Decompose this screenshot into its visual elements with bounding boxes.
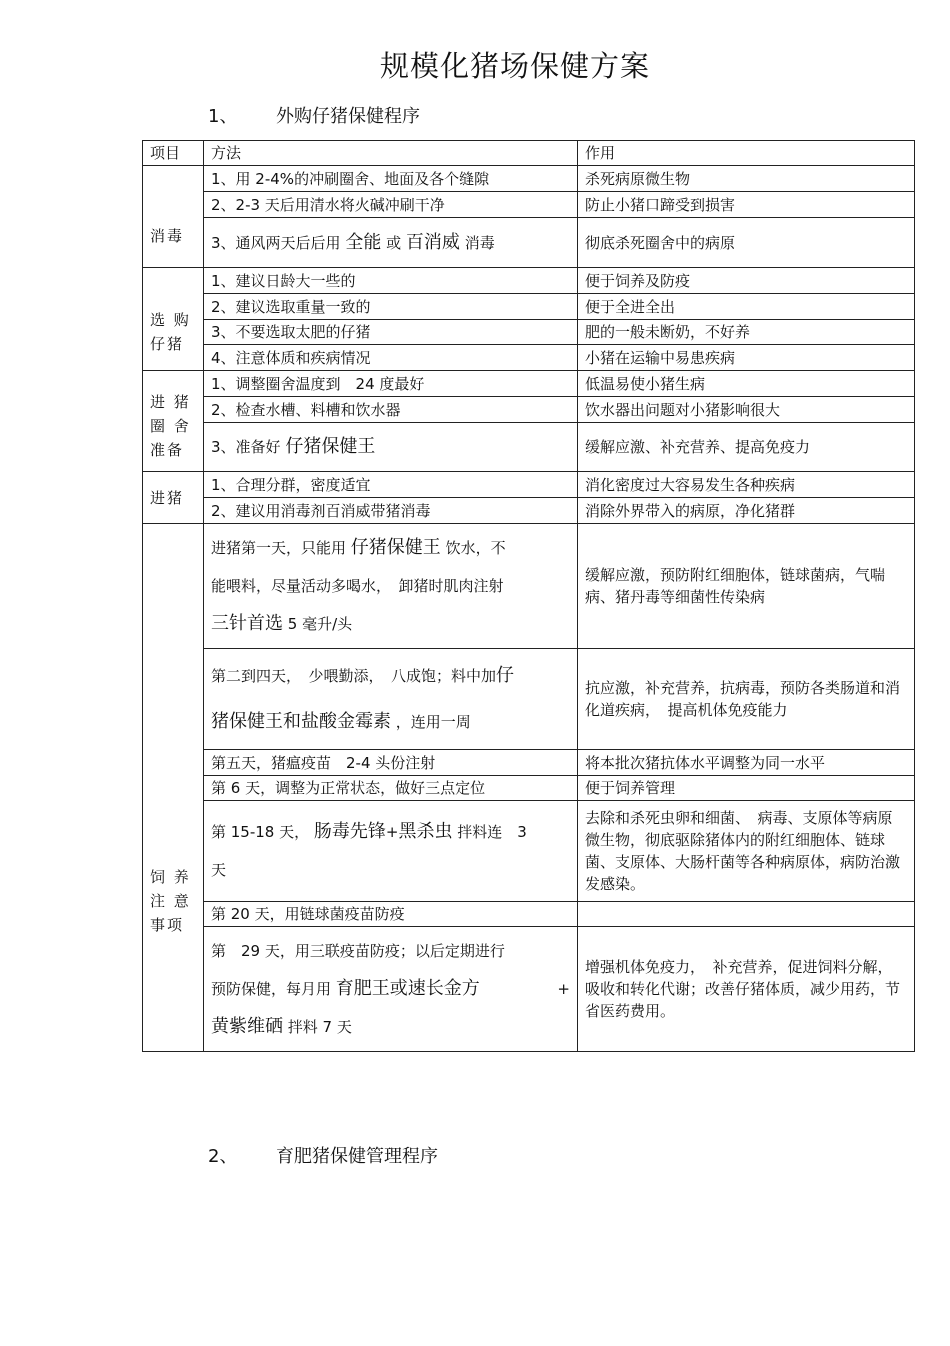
method-line: 天	[211, 861, 227, 879]
product-name: 仔猪保健王	[350, 537, 441, 558]
method-text: 预防保健，每月用	[211, 980, 332, 998]
section-heading-2	[208, 1142, 438, 1168]
table-row	[143, 397, 915, 423]
method-cell	[204, 801, 578, 902]
category-cell: 饲 养 注 意 事项	[143, 524, 204, 1052]
page-title: 规模化猪场保健方案	[379, 49, 650, 83]
method-text: 或	[386, 233, 402, 252]
table-row	[143, 218, 915, 268]
method-text: 第二到四天， 少喂勤添， 八成饱；料中加	[211, 667, 497, 685]
effect-cell: 去除和杀死虫卵和细菌、 病毒、支原体等病原微生物，彻底驱除猪体内的附红细胞体、链球菌、支原体、大肠杆菌等各种病原体，病防治激发感染。	[578, 801, 915, 902]
method-line	[211, 1008, 570, 1046]
method-cell: 2、建议用消毒剂百消威带猪消毒	[204, 498, 578, 524]
method-text: +	[385, 823, 399, 841]
table-row	[143, 166, 915, 192]
effect-cell: 饮水器出问题对小猪影响很大	[578, 397, 915, 423]
method-cell	[204, 649, 578, 750]
section-number: 2、	[208, 1146, 238, 1167]
method-cell: 2、建议选取重量一致的	[204, 294, 578, 320]
method-cell	[204, 423, 578, 472]
method-cell: 1、建议日龄大一些的	[204, 268, 578, 294]
table-row	[143, 294, 915, 320]
table-row	[143, 649, 915, 750]
table-row	[143, 371, 915, 397]
effect-cell: 缓解应激、补充营养、提高免疫力	[578, 423, 915, 472]
effect-cell: 将本批次猪抗体水平调整为同一水平	[578, 750, 915, 776]
effect-cell: 便于饲养管理	[578, 776, 915, 801]
method-text: 进猪第一天，只能用	[211, 539, 347, 557]
effect-cell: 抗应激，补充营养，抗病毒，预防各类肠道和消化道疾病， 提高机体免疫能力	[578, 649, 915, 750]
category-cell: 消毒	[143, 166, 204, 268]
table-row	[143, 801, 915, 902]
table-row	[143, 902, 915, 927]
section-heading-1	[208, 102, 420, 128]
method-line	[211, 699, 570, 745]
section-number: 1、	[208, 106, 238, 127]
header-item: 项目	[143, 141, 204, 166]
method-line: 能喂料，尽量活动多喝水， 卸猪时肌肉注射	[211, 577, 504, 595]
method-line	[211, 529, 570, 567]
section-title: 外购仔猪保健程序	[276, 106, 420, 127]
section-title: 育肥猪保健管理程序	[276, 1146, 438, 1167]
effect-cell: 增强机体免疫力， 补充营养，促进饲料分解，吸收和转化代谢；改善仔猪体质，减少用药，节省医药费用。	[578, 927, 915, 1052]
method-cell: 第 20 天，用链球菌疫苗防疫	[204, 902, 578, 927]
product-name: 三针首选	[211, 613, 283, 634]
method-cell: 1、调整圈舍温度到 24 度最好	[204, 371, 578, 397]
effect-cell: 缓解应激，预防附红细胞体，链球菌病，气喘病、猪丹毒等细菌性传染病	[578, 524, 915, 649]
product-name: 肠毒先锋	[313, 821, 386, 842]
category-cell: 进猪	[143, 472, 204, 524]
effect-cell: 便于饲养及防疫	[578, 268, 915, 294]
method-cell	[204, 927, 578, 1052]
method-text: ，连用一周	[395, 713, 471, 731]
product-name: 仔猪保健王	[285, 436, 376, 457]
product-name: 黑杀虫	[398, 821, 453, 842]
method-text: 饮水，不	[445, 539, 506, 557]
effect-cell: 低温易使小猪生病	[578, 371, 915, 397]
method-cell: 第 6 天，调整为正常状态，做好三点定位	[204, 776, 578, 801]
table-row	[143, 524, 915, 649]
method-text: 3、通风两天后后用	[211, 233, 341, 252]
table-row	[143, 750, 915, 776]
method-cell: 4、注意体质和疾病情况	[204, 345, 578, 371]
effect-cell	[578, 902, 915, 927]
method-line	[211, 970, 570, 1008]
effect-cell: 肥的一般未断奶，不好养	[578, 320, 915, 345]
method-text: 拌料 7 天	[287, 1018, 352, 1036]
header-method: 方法	[204, 141, 578, 166]
method-cell: 2、2-3 天后用清水将火碱冲刷干净	[204, 192, 578, 218]
table-row	[143, 423, 915, 472]
health-plan-table	[142, 140, 915, 1052]
method-text: 拌料连 3	[457, 823, 527, 841]
table-row	[143, 320, 915, 345]
product-name: 育肥王或速长金方	[335, 978, 480, 999]
method-text: 5 毫升/头	[287, 615, 353, 633]
table-row	[143, 268, 915, 294]
product-name: 百消威	[405, 231, 460, 253]
effect-cell: 杀死病原微生物	[578, 166, 915, 192]
table-row	[143, 345, 915, 371]
table-row	[143, 498, 915, 524]
method-line	[211, 813, 570, 851]
category-cell: 进 猪 圈 舍 准备	[143, 371, 204, 472]
method-text: 第 15-18 天，	[211, 823, 310, 841]
effect-cell: 防止小猪口蹄受到损害	[578, 192, 915, 218]
table-row	[143, 472, 915, 498]
method-cell: 2、检查水槽、料槽和饮水器	[204, 397, 578, 423]
method-cell: 1、合理分群，密度适宜	[204, 472, 578, 498]
method-cell: 1、用 2-4%的冲刷圈舍、地面及各个缝隙	[204, 166, 578, 192]
method-line: 第 29 天，用三联疫苗防疫；以后定期进行	[211, 942, 505, 960]
product-name: 仔	[496, 665, 515, 686]
method-text: +	[557, 980, 570, 998]
method-cell	[204, 524, 578, 649]
method-cell: 3、不要选取太肥的仔猪	[204, 320, 578, 345]
table-row	[143, 927, 915, 1052]
method-cell	[204, 218, 578, 268]
product-name: 全能	[345, 231, 382, 253]
effect-cell: 消除外界带入的病原，净化猪群	[578, 498, 915, 524]
product-name: 猪保健王和盐酸金霉素	[211, 711, 391, 732]
method-cell: 第五天，猪瘟疫苗 2-4 头份注射	[204, 750, 578, 776]
table-row	[143, 776, 915, 801]
header-effect: 作用	[578, 141, 915, 166]
method-line	[211, 653, 570, 699]
table-row	[143, 192, 915, 218]
effect-cell: 彻底杀死圈舍中的病原	[578, 218, 915, 268]
effect-cell: 便于全进全出	[578, 294, 915, 320]
effect-cell: 小猪在运输中易患疾病	[578, 345, 915, 371]
effect-cell: 消化密度过大容易发生各种疾病	[578, 472, 915, 498]
table-header-row	[143, 141, 915, 166]
method-line	[211, 605, 570, 643]
method-text: 3、准备好	[211, 438, 281, 456]
category-cell: 选 购 仔猪	[143, 268, 204, 371]
method-text: 消毒	[464, 233, 495, 252]
product-name: 黄紫维硒	[211, 1016, 283, 1037]
